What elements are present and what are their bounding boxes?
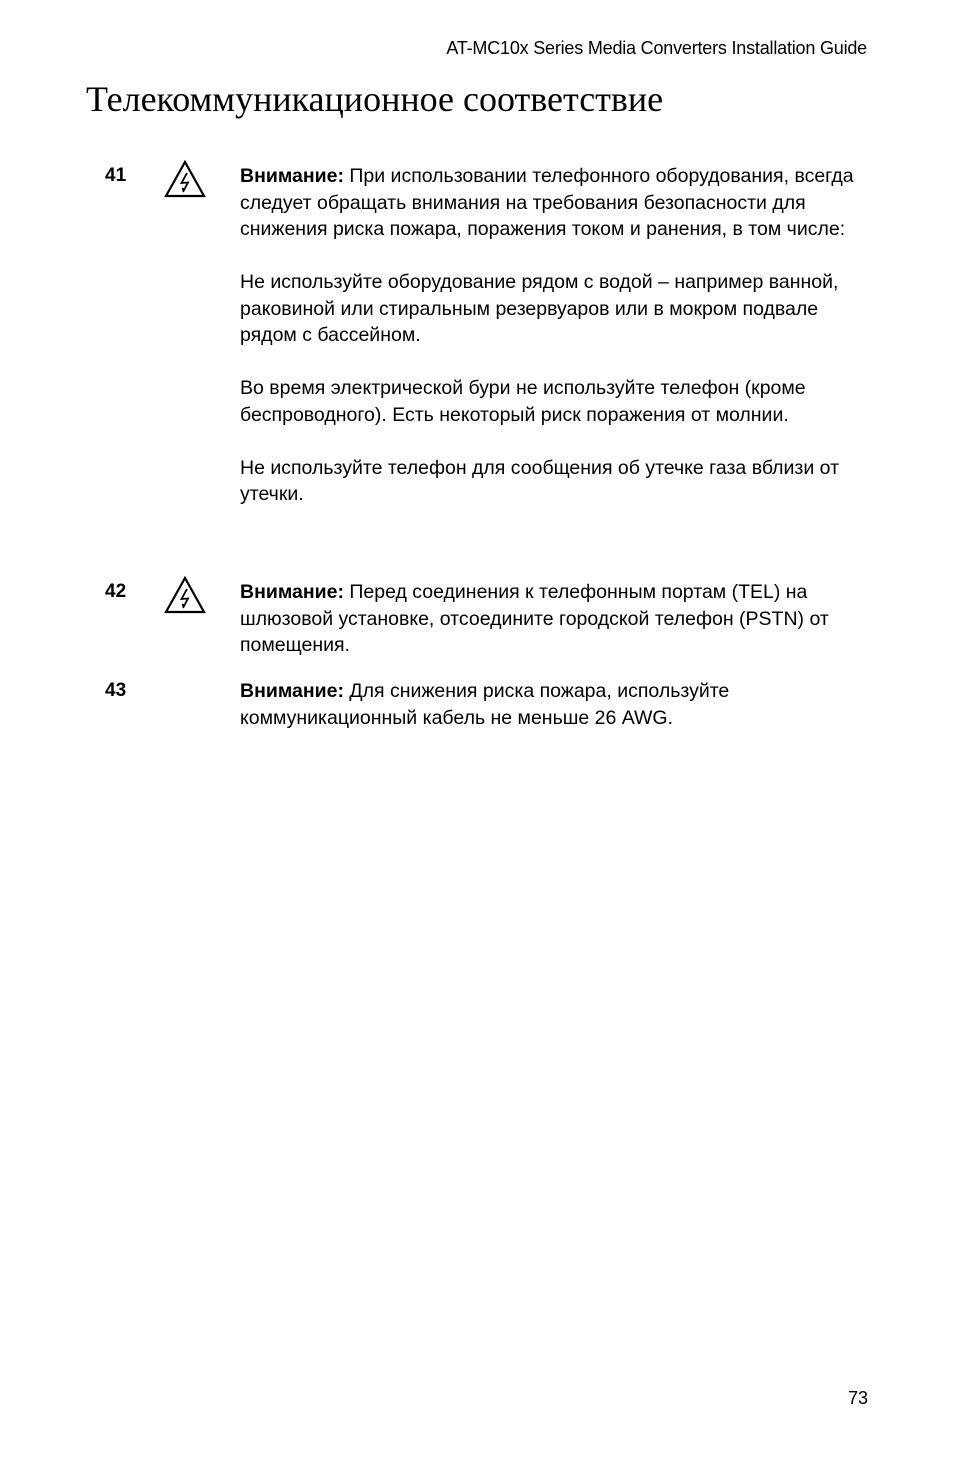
item-body — [240, 163, 860, 508]
item-number: 42 — [105, 581, 127, 602]
warning-text: При использовании телефонного оборудования, всегда следует обращать внимания на требования безопасности для снижения риска пожара, поражения током и ранения, в том числе: — [240, 165, 854, 240]
warning-label: Внимание: — [240, 581, 344, 603]
item-body — [240, 678, 860, 731]
warning-paragraph — [240, 678, 860, 731]
electrical-hazard-warning-icon — [163, 159, 207, 199]
warning-paragraph — [240, 579, 860, 659]
warning-paragraph: Во время электрической бури не используйте телефон (кроме беспроводного). Есть некоторый риск поражения от молнии. — [240, 377, 806, 426]
warning-paragraph: Не используйте оборудование рядом с водой – например ванной, раковиной или стиральным резервуаров или в мокром подвале рядом с бассейном. — [240, 271, 839, 346]
warning-label: Внимание: — [240, 680, 344, 702]
item-body — [240, 579, 860, 659]
running-header: AT-MC10x Series Media Converters Installation Guide — [446, 38, 867, 58]
warning-text: Для снижения риска пожара, используйте коммуникационный кабель не меньше 26 AWG. — [240, 680, 730, 729]
warning-paragraph — [240, 163, 860, 243]
warning-label: Внимание: — [240, 165, 344, 187]
warning-paragraph: Не используйте телефон для сообщения об утечке газа вблизи от утечки. — [240, 456, 839, 505]
page-number: 73 — [847, 1388, 868, 1408]
warning-text: Перед соединения к телефонным портам (TEL) на шлюзовой установке, отсоедините городской телефон (PSTN) от помещения. — [240, 581, 829, 656]
electrical-hazard-warning-icon — [163, 575, 207, 615]
page-title: Телекоммуникационное соответствие — [86, 79, 664, 119]
item-number: 43 — [105, 680, 127, 701]
item-number: 41 — [105, 165, 127, 186]
